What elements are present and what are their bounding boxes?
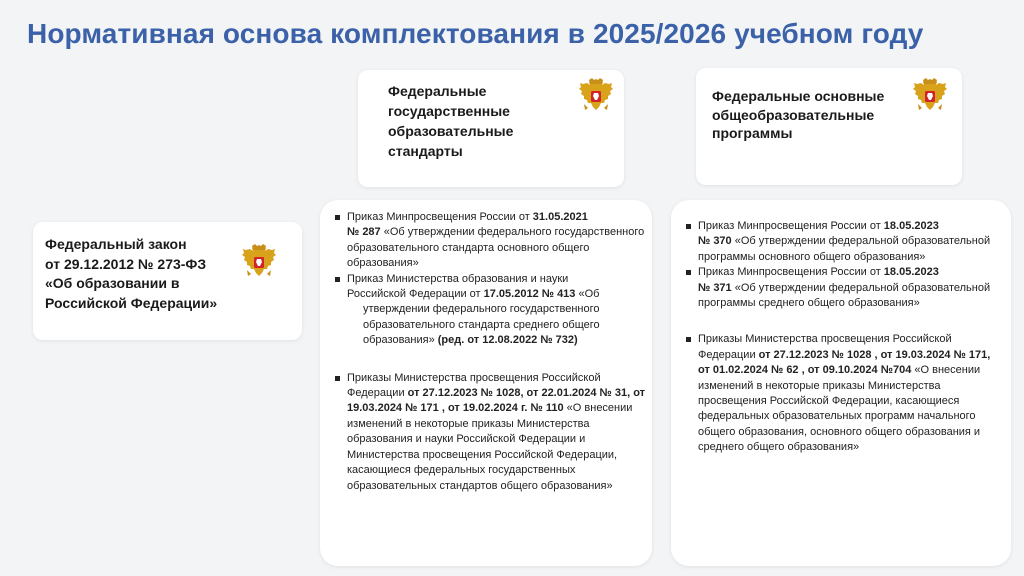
list-item <box>333 210 648 272</box>
heading-line: образовательные <box>388 123 514 139</box>
item-text: Приказ Минпросвещения России от <box>347 211 533 223</box>
coat-of-arms-icon <box>239 240 279 280</box>
law-line: Федеральный закон <box>45 236 187 252</box>
item-text: утверждении федерального государственного образовательного стандарта среднего общего образования» <box>363 303 600 347</box>
federal-law-card <box>33 222 302 340</box>
fgos-heading <box>388 81 513 161</box>
item-text: Приказы Министерства просвещения Российской Федерации <box>698 333 952 361</box>
fop-heading <box>712 87 897 143</box>
law-line: «Об образовании в <box>45 275 180 291</box>
coat-of-arms-icon <box>576 74 616 114</box>
list-item <box>684 219 1004 265</box>
item-text: «О внесении изменений в некоторые приказы Министерства просвещения Российской Федерации, касающиеся федеральных образовательных программ начального общего образования, основного общего образования и среднего общего образования» <box>698 364 981 454</box>
item-text: «О внесении изменений в некоторые приказы Министерства образования и науки Российской Федерации и Министерства просвещения Российской Федерации, касающиеся федеральных государственных образовательных стандартов общего образования» <box>347 402 633 492</box>
item-date: 18.05.2023 <box>883 266 939 279</box>
item-dates: от 27.12.2023 № 1028, от 22.01.2024 № 31, от 19.03.2024 № 171 , от 19.02.2024 г. № 110 <box>347 387 646 415</box>
item-text: Приказы Министерства просвещения Российской Федерации <box>347 371 601 400</box>
item-date: 18.05.2023 <box>883 220 939 232</box>
item-number: № 287 <box>347 226 381 239</box>
law-line: от 29.12.2012 № 273-ФЗ <box>45 255 207 272</box>
fop-card <box>696 68 962 185</box>
fgos-card <box>358 70 624 187</box>
heading-line: программы <box>712 125 793 141</box>
page-title: Нормативная основа комплектования в 2025/2026 учебном году <box>27 18 924 49</box>
item-text: «Об утверждении федеральной образовательной программы основного общего образования» <box>698 235 991 263</box>
item-number: № 371 <box>698 281 732 294</box>
heading-line: государственные <box>388 103 510 119</box>
list-item <box>684 265 1004 311</box>
item-number: № 370 <box>698 235 732 248</box>
fgos-orders-card <box>320 200 652 566</box>
heading-line: Федеральные <box>388 83 487 99</box>
list-item <box>684 332 1004 455</box>
item-text: Приказ Министерства образования и науки <box>347 272 569 285</box>
item-text: «Об <box>575 288 600 301</box>
item-text: Приказ Минпросвещения России от <box>698 220 884 232</box>
item-text: Российской Федерации от <box>347 288 484 301</box>
heading-line: стандарты <box>388 143 463 159</box>
item-indented <box>347 302 648 348</box>
law-line: Российской Федерации» <box>45 294 218 311</box>
list-item <box>333 371 648 494</box>
heading-line: Федеральные основные <box>712 88 885 104</box>
item-text: Приказ Минпросвещения России от <box>698 266 884 279</box>
fop-orders-card <box>671 200 1011 566</box>
heading-line: общеобразовательные <box>712 106 875 123</box>
fgos-orders-list <box>333 210 648 494</box>
item-revision: (ред. от 12.08.2022 № 732) <box>437 334 578 347</box>
federal-law-text <box>45 235 235 313</box>
list-item <box>333 272 648 349</box>
coat-of-arms-icon <box>910 74 950 114</box>
item-date: 31.05.2021 <box>532 211 588 223</box>
item-text: «Об утверждении федерального государственного образовательного стандарта основного общего образования» <box>347 226 645 270</box>
item-dates: от 27.12.2023 № 1028 , от 19.03.2024 № 171, от 01.02.2024 № 62 , от 09.10.2024 №704 <box>698 348 991 377</box>
item-text: «Об утверждении федеральной образовательной программы среднего общего образования» <box>698 281 991 310</box>
item-date: 17.05.2012 № 413 <box>483 288 576 301</box>
fop-orders-list <box>684 219 1004 456</box>
